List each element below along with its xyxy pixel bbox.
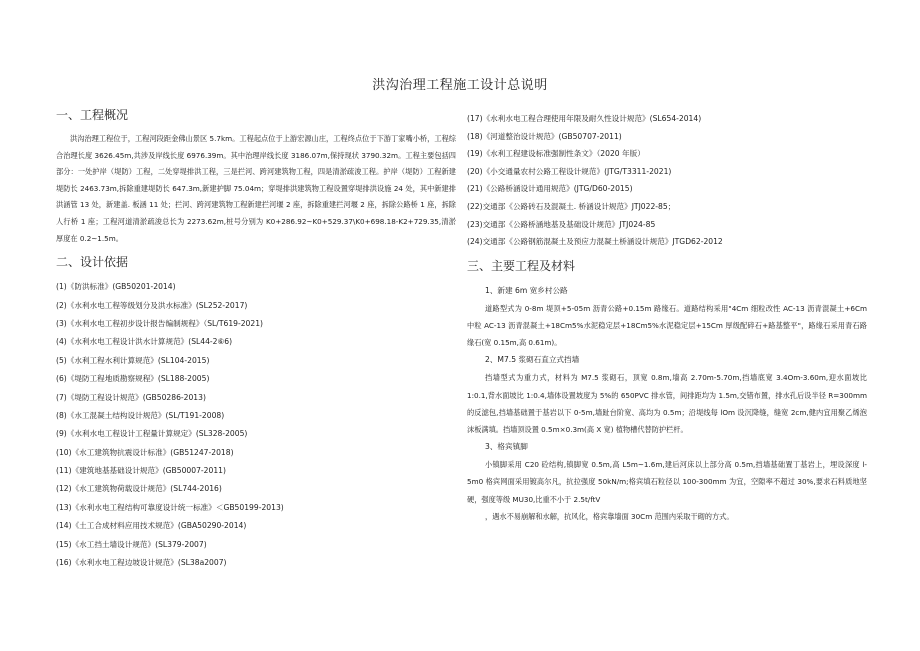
reference-item: (11)《建筑地基基础设计规范》(GB50007-2011) (56, 466, 226, 476)
reference-item: (8)《水工混凝土结构设计规范》(SL/T191-2008) (56, 410, 225, 420)
reference-item: (15)《水工挡土墙设计规范》(SL379-2007) (56, 539, 207, 549)
reference-item: (6)《堤防工程地质勘察规程》(SL188-2005) (56, 374, 210, 384)
reference-item: (22)交通部《公路砖石及混凝土. 桥涵设计规范》JTJ022-85； (467, 201, 676, 211)
reference-item: (2)《水利水电工程等级划分及洪水标准》(SL252-2017) (56, 300, 248, 310)
reference-item: (24)交通部《公路钢筋混凝土及预应力混凝土桥涵设计规范》JTGD62-2012 (467, 237, 723, 247)
reference-item: (12)《水工建筑物荷载设计规范》(SL744-2016) (56, 484, 222, 494)
reference-item: (19)《水利工程建设标准强制性条文》（2020 年版） (467, 149, 645, 159)
reference-item: (3)《水利水电工程初步设计报告编制规程》（SL/T619-2021) (56, 318, 264, 328)
reference-item: (5)《水利工程水利计算规范》(SL104-2015) (56, 355, 210, 365)
document-title: 洪沟治理工程施工设计总说明 (372, 78, 548, 93)
item-3-text: 小镇脚采用 C20 砼结构,镇脚宽 0.5m,高 L5m~1.6m,建后河床以上部分高 0.5m,挡墙基础置丁基岩上，埋设深度 l-5m0 格宾网面采用镀高尔凡，抗拉强度 50kN/m;格宾填石粒径以 100-300mm 为宜，空隙率不超过 30%,要求石料质地坚硬，强度等级 MU30,比重不小于 2.5t/ftV (467, 460, 867, 504)
right-column (467, 110, 867, 525)
item-1-title: 1、新建 6m 宽乡村公路 (485, 285, 568, 295)
left-column (56, 106, 456, 572)
section-1-text: 洪沟治理工程位于，工程河段距金佛山景区 5.7km。工程起点位于上游宏源山庄，工程终点位于下游丁家嘴小桥，工程综合治理长度 3626.45m,共涉及岸线长度 6976.39m。其中治理岸线长度 3186.07m,保持现状 3790.32m。工程主要包括四部分：一处护岸（堤防）工程，二处穿堤排洪工程，三是拦河、跨河建筑物工程，四是清淤疏浚工程。护岸（堤防）工程新建堤防长 2463.73m,拆除重建堤防长 647.3m,新建护脚 75.04m；穿堤排洪建筑物工程设置穿堤排洪设施 24 处，其中新建排洪涵管 13 处，新建盖. 板涵 11 处；拦河、跨河建筑物工程新建拦河堰 2 座，拆除重建拦河堰 2 座，拆除公路桥 1 座，拆除人行桥 1 座；工程河道清淤疏浚总长为 2273.62m,桩号分别为 K0+286.92~K0+529.37\K0+698.18-K2+729.35,清淤厚度在 0.2~1.5m。 (56, 134, 456, 243)
reference-list-right (467, 110, 867, 251)
reference-item: (4)《水利水电工程设计洪水计算规范》(SL44-2⑥6) (56, 337, 233, 347)
reference-item: (7)《堤防工程设计规范》(GB50286-2013) (56, 392, 206, 402)
reference-item: (9)《水利水电工程设计工程量计算规定》(SL328-2005) (56, 429, 248, 439)
reference-item: (21)《公路桥涵设计通用规范》(JTG/D60-2015) (467, 184, 633, 194)
reference-item: (1)《防洪标准》(GB50201-2014) (56, 282, 176, 292)
item-2-title: 2、M7.5 浆砌石直立式挡墙 (485, 355, 580, 365)
reference-item: (17)《水利水电工程合理使用年限及耐久性设计规范》(SL654-2014) (467, 114, 702, 123)
item-1-text: 道路型式为 0-8m 堤顶+5-05m 沥青公路+0.15m 路缘石。道路结构采用"4Cm 细粒改性 AC-13 沥青混凝土+6Cm 中粒 AC-13 沥青混凝土+18Cm5%水泥稳定层+18Cm5%水泥稳定层+15Cm 厚级配碎石+路基整平"，路缘石采用青石路缘石(宽 0.15m,高 0.61m)。 (467, 303, 867, 348)
section-3-heading: 三、主要工程及材料 (467, 258, 576, 273)
reference-item: (16)《水利水电工程边坡设计规范》(SL38a2007) (56, 558, 227, 568)
reference-item: (23)交通部《公路桥涵地基及基础设计规范》JTJ024-85 (467, 219, 656, 229)
reference-list-left (56, 278, 456, 572)
item-2-text: 挡墙型式为重力式，材料为 M7.5 浆砌石，顶宽 0.8m,墙高 2.70m-5.70m,挡墙底宽 3.4Om-3.60m,迎水面坡比 1:0.1,背水面坡比 1:0.4,墙体设置坡度为 5%的 650PVC 排水管，间排距均为 1.5m,交错布置，排水孔后设半径 R=300mm 的反滤包,挡墙基础置于基岩以下 0-5m,墙趾台阶宽、高均为 0.5m；沿堤线每 lOm 设沉降缝，缝宽 2cm,健内宜用聚乙烯泡沫板满填。挡墙顶设置 0.5m×0.3m(高 X 宽) 植物槽代替防护栏杆。 (467, 373, 867, 434)
reference-item: (14)《土工合成材料应用技术规范》(GBA50290-2014) (56, 521, 247, 531)
reference-item: (20)《小交通量农村公路工程设计规范》(JTG/T3311-2021) (467, 166, 672, 176)
section-2-heading: 二、设计依据 (56, 255, 129, 270)
reference-item: (18)《河道整治设计规范》(GB50707-2011) (467, 131, 622, 141)
reference-item: (10)《水工建筑物抗震设计标准》(GB51247-2018) (56, 447, 234, 457)
item-3-text-continued: ，遇水不易崩解和水解，抗风化，格宾靠墙面 30Cm 范围内采取干砌的方式。 (485, 511, 734, 521)
section-1-heading: 一、工程概况 (56, 108, 129, 122)
item-3-title: 3、格宾镇脚 (485, 442, 528, 452)
reference-item: (13)《水利水电工程结构可靠度设计统一标准》＜GB50199-2013) (56, 502, 284, 512)
